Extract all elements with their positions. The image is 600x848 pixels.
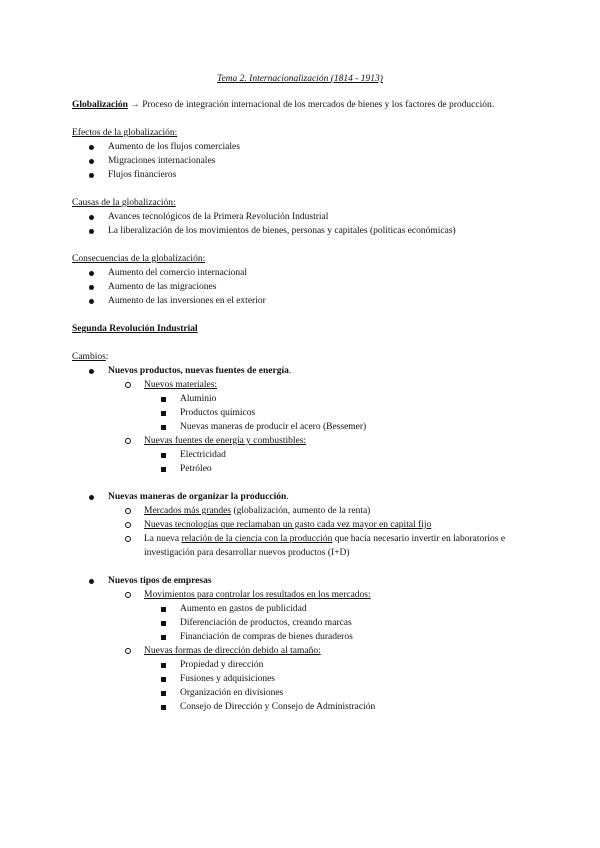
globalizacion-definition xyxy=(72,98,532,112)
list-item: Electricidad xyxy=(72,448,532,462)
causas-heading: Causas de la globalización: xyxy=(72,198,176,208)
list-item: Avances tecnológicos de la Primera Revolución Industrial xyxy=(72,210,532,224)
bullet-icon xyxy=(89,271,94,276)
consecuencias-heading: Consecuencias de la globalización: xyxy=(72,254,206,264)
bullet-icon xyxy=(89,145,94,150)
circle-bullet-icon xyxy=(125,382,131,388)
list-item: Aumento en gastos de publicidad xyxy=(72,602,532,616)
circle-bullet-icon xyxy=(125,522,131,528)
efectos-heading: Efectos de la globalización: xyxy=(72,128,178,138)
circle-bullet-icon xyxy=(125,536,131,542)
list-item: Movimientos para controlar los resultados en los mercados: xyxy=(72,588,532,602)
list-item: Mercados más grandes (globalización, aumento de la renta) xyxy=(72,504,532,518)
bullet-icon xyxy=(89,579,94,584)
cambios-list xyxy=(72,364,532,476)
list-item: La nueva relación de la ciencia con la producción que hacía necesario invertir en laboratorios e investigación para desarrollar nuevos productos (I+D) xyxy=(72,532,532,560)
bullet-icon xyxy=(89,369,94,374)
list-item: Organización en divisiones xyxy=(72,686,532,700)
list-item: Nuevas formas de dirección debido al tamaño: xyxy=(72,644,532,658)
list-item: Propiedad y dirección xyxy=(72,658,532,672)
square-bullet-icon xyxy=(161,691,166,696)
list-item: Aumento del comercio internacional xyxy=(72,266,532,280)
bullet-icon xyxy=(89,495,94,500)
empresas-list xyxy=(72,574,532,714)
square-bullet-icon xyxy=(161,607,166,612)
bullet-icon xyxy=(89,229,94,234)
arrow-glyph: → xyxy=(127,100,143,110)
square-bullet-icon xyxy=(161,397,166,402)
list-item: Nuevas tecnologías que reclamaban un gasto cada vez mayor en capital fijo xyxy=(72,518,532,532)
square-bullet-icon xyxy=(161,635,166,640)
cambios-label: Cambios: xyxy=(72,352,109,362)
segunda-heading: Segunda Revolución Industrial xyxy=(72,324,198,334)
square-bullet-icon xyxy=(161,411,166,416)
bullet-icon xyxy=(89,173,94,178)
circle-bullet-icon xyxy=(125,438,131,444)
bullet-icon xyxy=(89,215,94,220)
globalizacion-text: Proceso de integración internacional de los mercados de bienes y los factores de producción. xyxy=(142,100,495,110)
list-item: Fusiones y adquisiciones xyxy=(72,672,532,686)
list-item: Aumento de las inversiones en el exterior xyxy=(72,294,532,308)
circle-bullet-icon xyxy=(125,648,131,654)
list-item: Diferenciación de productos, creando marcas xyxy=(72,616,532,630)
square-bullet-icon xyxy=(161,621,166,626)
list-item: Financiación de compras de bienes duraderos xyxy=(72,630,532,644)
bullet-icon xyxy=(89,159,94,164)
organizacion-list xyxy=(72,490,532,560)
list-item: Flujos financieros xyxy=(72,168,532,182)
square-bullet-icon xyxy=(161,453,166,458)
list-item: Migraciones internacionales xyxy=(72,154,532,168)
page-title: Tema 2. Internacionalización (1814 - 1913) xyxy=(217,74,383,84)
square-bullet-icon xyxy=(161,663,166,668)
circle-bullet-icon xyxy=(125,592,131,598)
bullet-icon xyxy=(89,285,94,290)
list-item: Aluminio xyxy=(72,392,532,406)
globalizacion-term: Globalización xyxy=(72,100,128,110)
list-item: La liberalización de los movimientos de bienes, personas y capitales (políticas económicas) xyxy=(72,224,532,238)
list-item: Nuevos productos, nuevas fuentes de energía. xyxy=(72,364,532,378)
causas-list xyxy=(72,210,532,238)
square-bullet-icon xyxy=(161,467,166,472)
list-item: Consejo de Dirección y Consejo de Administración xyxy=(72,700,532,714)
list-item: Nuevas maneras de organizar la producción. xyxy=(72,490,532,504)
square-bullet-icon xyxy=(161,425,166,430)
document-body xyxy=(72,98,532,714)
list-item: Nuevos materiales: xyxy=(72,378,532,392)
list-item: Productos químicos xyxy=(72,406,532,420)
consecuencias-list xyxy=(72,266,532,308)
list-item: Aumento de las migraciones xyxy=(72,280,532,294)
square-bullet-icon xyxy=(161,705,166,710)
list-item: Aumento de los flujos comerciales xyxy=(72,140,532,154)
list-item: Nuevos tipos de empresas xyxy=(72,574,532,588)
circle-bullet-icon xyxy=(125,508,131,514)
list-item: Nuevas maneras de producir el acero (Bessemer) xyxy=(72,420,532,434)
list-item: Petróleo xyxy=(72,462,532,476)
bullet-icon xyxy=(89,299,94,304)
efectos-list xyxy=(72,140,532,182)
list-item: Nuevas fuentes de energía y combustibles: xyxy=(72,434,532,448)
square-bullet-icon xyxy=(161,677,166,682)
